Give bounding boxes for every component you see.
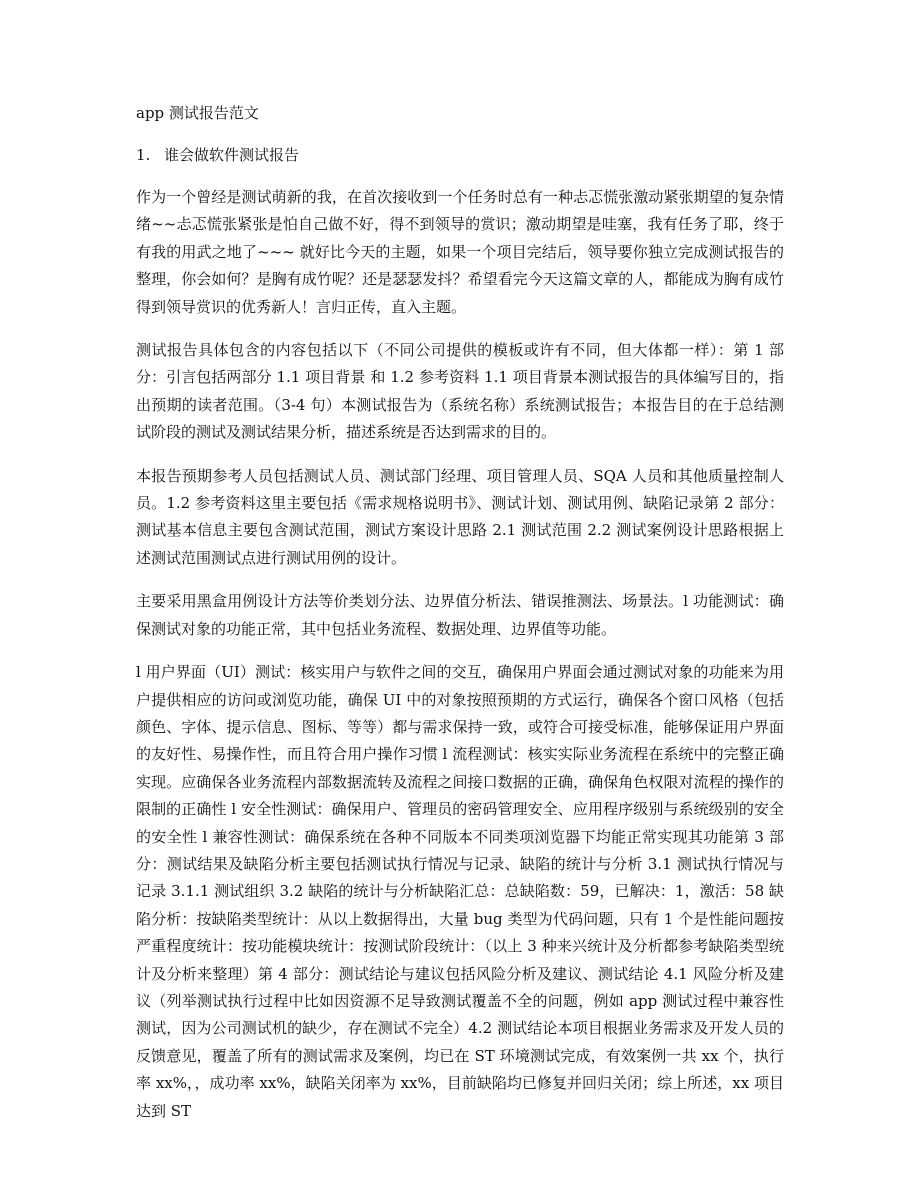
paragraph-test-methods: 主要采用黑盒用例设计方法等价类划分法、边界值分析法、错误推测法、场景法。l 功能测试：确保测试对象的功能正常，其中包括业务流程、数据处理、边界值等功能。 <box>136 592 784 638</box>
section-number: 1. <box>136 146 151 164</box>
paragraph-intro: 作为一个曾经是测试萌新的我，在首次接收到一个任务时总有一种忐忑慌张激动紧张期望的复杂情绪~~忐忑慌张紧张是怕自己做不好，得不到领导的赏识；激动期望是哇塞，我有任务了耶，终于有我的用武之地了~~~ 就好比今天的主题，如果一个项目完结后，领导要你独立完成测试报告的整理，你会如何？是胸有成竹呢？还是瑟瑟发抖？希望看完今天这篇文章的人，都能成为胸有成竹得到领导赏识的优秀新人！言归正传，直入主题。 <box>136 188 784 316</box>
section-heading-text: 谁会做软件测试报告 <box>164 146 300 164</box>
section-heading <box>136 142 784 168</box>
paragraph-test-details: l 用户界面（UI）测试：核实用户与软件之间的交互，确保用户界面会通过测试对象的功能来为用户提供相应的访问或浏览功能，确保 UI 中的对象按照预期的方式运行，确保各个窗口风格（包括颜色、字体、提示信息、图标、等等）都与需求保持一致，或符合可接受标准，能够保证用户界面的友好性、易操作性，而且符合用户操作习惯 l 流程测试：核实实际业务流程在系统中的完整正确实现。应确保各业务流程内部数据流转及流程之间接口数据的正确，确保角色权限对流程的操作的限制的正确性 l 安全性测试：确保用户、管理员的密码管理安全、应用程序级别与系统级别的安全的安全性 l 兼容性测试：确保系统在各种不同版本不同类项浏览器下均能正常实现其功能第 3 部分：测试结果及缺陷分析主要包括测试执行情况与记录、缺陷的统计与分析 3.1 测试执行情况与记录 3.1.1 测试组织 3.2 缺陷的统计与分析缺陷汇总：总缺陷数：59，已解决：1，激活：58 缺陷分析：按缺陷类型统计：从以上数据得出，大量 bug 类型为代码问题，只有 1 个是性能问题按严重程度统计：按功能模块统计：按测试阶段统计：（以上 3 种来兴统计及分析都参考缺陷类型统计及分析来整理）第 4 部分：测试结论与建议包括风险分析及建议、测试结论 4.1 风险分析及建议（列举测试执行过程中比如因资源不足导致测试覆盖不全的问题，例如 app 测试过程中兼容性测试，因为公司测试机的缺少，存在测试不完全）4.2 测试结论本项目根据业务需求及开发人员的反馈意见，覆盖了所有的测试需求及案例，均已在 ST 环境测试完成，有效案例一共 xx 个，执行率 xx%，，成功率 xx%，缺陷关闭率为 xx%，目前缺陷均已修复并回归关闭；综上所述，xx 项目达到 ST <box>136 663 784 1120</box>
document-title: app 测试报告范文 <box>136 104 259 122</box>
paragraph-readers-references: 本报告预期参考人员包括测试人员、测试部门经理、项目管理人员、SQA 人员和其他质量控制人员。1.2 参考资料这里主要包括《需求规格说明书》、测试计划、测试用例、缺陷记录第 2 部分：测试基本信息主要包含测试范围，测试方案设计思路 2.1 测试范围 2.2 测试案例设计思路根据上述测试范围测试点进行测试用例的设计。 <box>136 466 784 567</box>
document-page <box>136 100 784 1141</box>
paragraph-report-contents: 测试报告具体包含的内容包括以下（不同公司提供的模板或许有不同，但大体都一样）：第 1 部分：引言包括两部分 1.1 项目背景 和 1.2 参考资料 1.1 项目背景本测试报告的具体编写目的，指出预期的读者范围。（3-4 句）本测试报告为（系统名称）系统测试报告；本报告目的在于总结测试阶段的测试及测试结果分析，描述系统是否达到需求的目的。 <box>136 341 784 442</box>
